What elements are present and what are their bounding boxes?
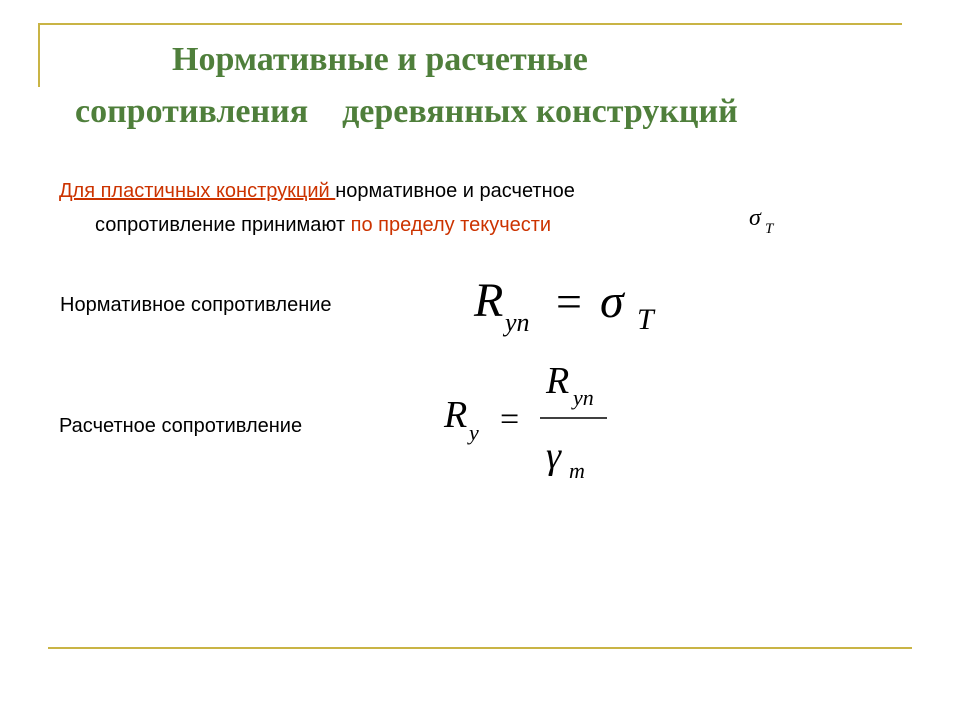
normative-rhs-sigma: σ <box>600 275 624 328</box>
design-lhs-subscript: y <box>469 420 479 445</box>
fraction-denominator-gamma: γ <box>546 435 561 477</box>
normative-equals-sign: = <box>556 276 582 327</box>
design-resistance-label: Расчетное сопротивление <box>59 415 303 437</box>
fraction-numerator-r: R <box>546 360 570 402</box>
slide-title-line-1: Нормативные и расчетные <box>172 41 588 78</box>
fraction-numerator-subscript: yn <box>573 385 594 410</box>
design-lhs-r: R <box>444 394 468 436</box>
fraction-denominator-subscript: m <box>569 458 585 483</box>
slide-title-line-2: сопротивления деревянных конструкций <box>75 93 738 130</box>
normative-rhs-subscript: T <box>637 303 654 336</box>
paragraph-text-1: нормативное и расчетное <box>335 180 575 202</box>
normative-resistance-label: Нормативное сопротивление <box>60 294 332 316</box>
sigma-t-symbol: σ <box>749 205 761 231</box>
sigma-t-subscript: T <box>765 221 774 237</box>
plastic-structures-phrase: Для пластичных конструкций <box>59 180 336 202</box>
footer-line <box>48 647 912 649</box>
paragraph-text-2: сопротивление принимают <box>95 214 351 236</box>
normative-lhs-r: R <box>474 274 504 327</box>
design-equals-sign: = <box>500 401 520 438</box>
yield-limit-phrase: по пределу текучести <box>350 214 552 236</box>
normative-lhs-subscript: yn <box>505 308 530 337</box>
